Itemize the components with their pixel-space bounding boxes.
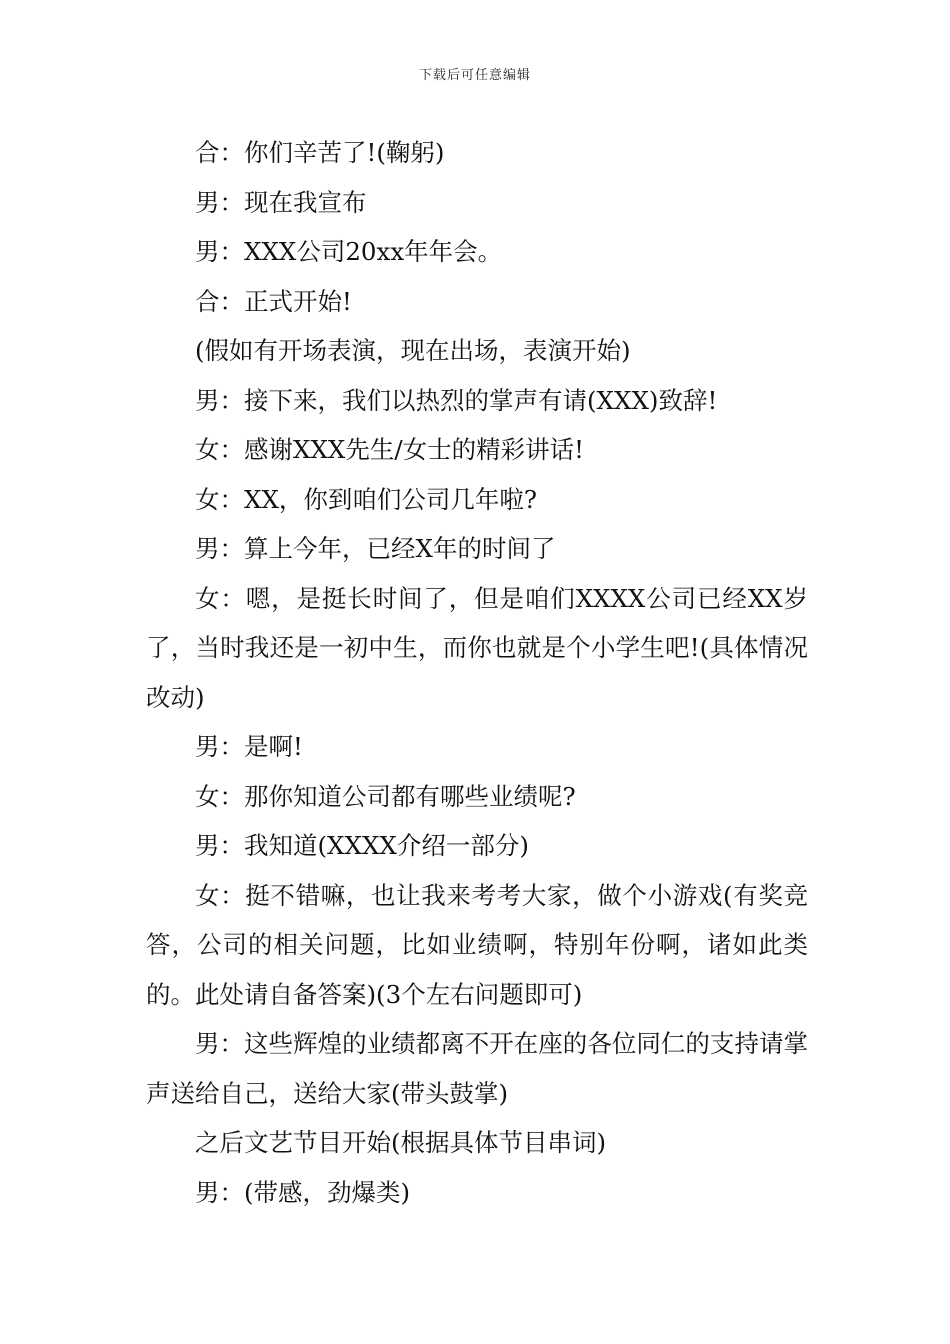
paragraph: 男：我知道(XXXX介绍一部分)	[195, 831, 529, 860]
page-header: 下载后可任意编辑	[418, 68, 531, 83]
paragraph: 男：算上今年，已经X年的时间了	[195, 534, 556, 563]
paragraph: 合：你们辛苦了!(鞠躬)	[195, 138, 445, 167]
paragraph: 女：挺不错嘛，也让我来考考大家，做个小游戏(有奖竞答，公司的相关问题，比如业绩啊，特别年份啊，诸如此类的。此处请自备答案)(3个左右问题即可)	[146, 880, 808, 1009]
paragraph: 男：XXX公司20xx年年会。	[195, 237, 503, 266]
paragraph: 合：正式开始!	[195, 286, 352, 316]
paragraph: 男：这些辉煌的业绩都离不开在座的各位同仁的支持请掌声送给自己，送给大家(带头鼓掌)	[146, 1029, 808, 1108]
document-body	[146, 128, 808, 1217]
paragraph: 男：(带感，劲爆类)	[195, 1177, 411, 1207]
paragraph: 男：接下来，我们以热烈的掌声有请(XXX)致辞!	[195, 385, 718, 415]
paragraph: 女：XX，你到咱们公司几年啦?	[195, 484, 538, 514]
paragraph: 男：是啊!	[195, 732, 303, 761]
paragraph: 女：嗯，是挺长时间了，但是咱们XXXX公司已经XX岁了，当时我还是一初中生，而你也就是个小学生吧!(具体情况改动)	[146, 583, 808, 712]
paragraph: 之后文艺节目开始(根据具体节目串词)	[195, 1128, 607, 1157]
paragraph: 男：现在我宣布	[195, 187, 367, 217]
paragraph: (假如有开场表演，现在出场，表演开始)	[195, 336, 631, 365]
paragraph: 女：感谢XXX先生/女士的精彩讲话!	[195, 435, 584, 464]
paragraph: 女：那你知道公司都有哪些业绩呢?	[195, 781, 576, 811]
